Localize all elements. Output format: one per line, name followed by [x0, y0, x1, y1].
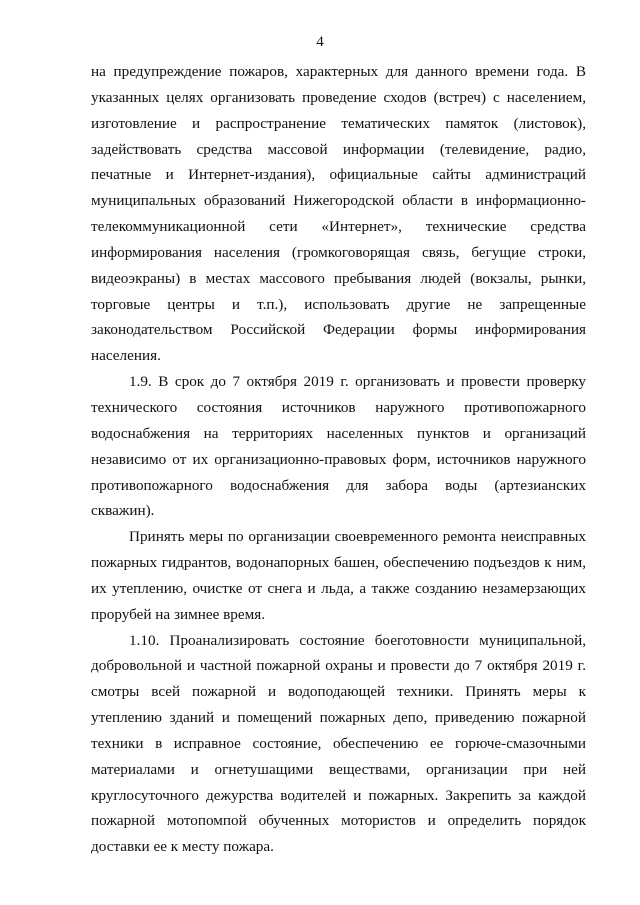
page-number: 4	[316, 34, 324, 50]
paragraph-hydrant-repair: Принять меры по организации своевременного ремонта неисправных пожарных гидрантов, водонапорных башен, обеспечению подъездов к ним, их утеплению, очистке от снега и льда, а также созданию незамерзающих прорубей на зимнее время.	[91, 528, 586, 623]
paragraph-continuation: на предупреждение пожаров, характерных для данного времени года. В указанных целях организовать проведение сходов (встреч) с населением, изготовление и распространение тематических памяток (листовок), задействовать средства массовой информации (телевидение, радио, печатные и Интернет-издания), официальные сайты администраций муниципальных образований Нижегородской области в информационно-телекоммуникационной сети «Интернет», технические средства информирования населения (громкоговорящая связь, бегущие строки, видеоэкраны) в местах массового пребывания людей (вокзалы, рынки, торговые центры и т.п.), использовать другие не запрещенные законодательством Российской Федерации формы информирования населения.	[91, 63, 586, 365]
paragraph-1-10: 1.10. Проанализировать состояние боеготовности муниципальной, добровольной и частной пожарной охраны и провести до 7 октября 2019 г. смотры всей пожарной и водоподающей техники. Принять меры к утеплению зданий и помещений пожарных депо, приведению пожарной техники в исправное состояние, обеспечению ее горюче-смазочными материалами и огнетушащими веществами, организации при ней круглосуточного дежурства водителей и пожарных. Закрепить за каждой пожарной мотопомпой обученных мотористов и определить порядок доставки ее к месту пожара.	[91, 631, 586, 856]
paragraph-1-9: 1.9. В срок до 7 октября 2019 г. организовать и провести проверку технического состояния источников наружного противопожарного водоснабжения на территориях населенных пунктов и организаций независимо от их организационно-правовых форм, источников наружного противопожарного водоснабжения для забора воды (артезианских скважин).	[91, 373, 586, 520]
body-text	[91, 59, 586, 860]
